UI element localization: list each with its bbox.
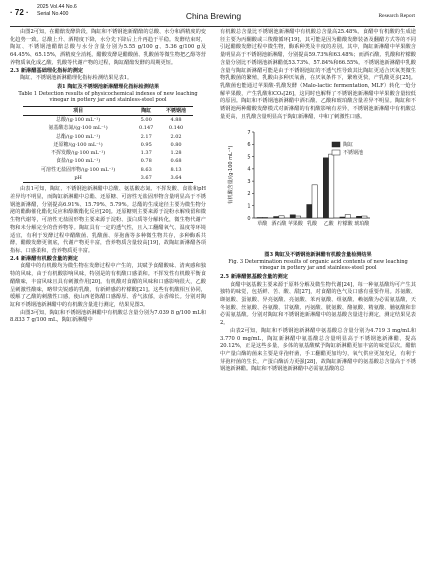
- bar-steel: [295, 216, 300, 218]
- paragraph: 食醋中的有机酸均为微生物在发酵过程中产生的，其赋予食醋酸味、清爽感和独特的风味，由于有机酸影响风味，特别是的有机酸口感柔和。不挥发性有机酸平衡食醋酸味，丰富风味且具有刺激作用[20]。有机酸对食醋的风味和口感影响很大，乙酸呈刺激性酸味，略带尖锐感的乳酸，有新鲜感的柠檬酸[21]。这些有机酸相互协同，缓解了乙酸的刺激性口感，使山西老陈醋口感醇厚、香气浓郁，余香绵长。分别对陶缸和不锈钢池新淋醋中的有机酸含量进行测定，结果见图3。: [10, 263, 206, 308]
- left-column: [10, 29, 206, 325]
- paragraph: 有机酸总含量比不锈钢池新淋醋中有机酸总含量高25.48%。食醋中有机酸的生成途径主要为丙酮酸或三羧酸循环[19]，其可能是因为醋酸发酵装备及翻醋方式等的不同引起醋酸发酵过程中微生物，酶系种类及丰度的差别。其中，陶缸新淋醋中苹果酸含量明显高于不锈钢池新淋醋，分别提高59.73%和63.48%；而酒石酸、乳酸和柠檬酸含量分别比不锈钢池新淋醋低53.73%、57.84%和66.55%。不锈钢池新淋醋中乳酸含量与陶缸新淋醋可能是由于不锈钢池缸的不透气性导致其比陶缸更适合厌氧类微生物乳酸菌的繁殖，乳酸由多种厌氧菌，在厌氧条件下，繁殖更快，产乳酸更多[25]。乳酸菌也能通过苹果酸-乳酸发酵（Malo-lactic fermentation, MLF）转化一炝分解苹果酸，产生乳酸和CO₂[26]，这同时也解释了不锈钢池新淋醋中苹果酸含量较低的原因。陶缸和不锈钢池新淋醋中酒石酸、乙酸和琥珀酸含量差异不明显。陶缸和不锈钢池两种醋酸发酵模式对新淋醋的有机酸影响有差异，不锈钢池新淋醋中有机酸总量更高，且乳酸含量明显高于陶缸新淋醋，中和了刺激性口感。: [220, 29, 416, 120]
- legend-label: 不锈钢池: [343, 150, 364, 157]
- y-axis-label: 有机酸含量/(g·100 mL⁻¹): [228, 146, 234, 205]
- x-tick-label: 草酸: [257, 221, 268, 228]
- x-tick-label: 苹果酸: [287, 221, 303, 228]
- cell: 0.147: [139, 125, 154, 132]
- cell: 总酯/(g·100 mL⁻¹): [56, 133, 101, 140]
- cell: 0.140: [168, 125, 184, 132]
- col-header-item: 项目: [73, 107, 84, 114]
- bar-pottery: [274, 217, 279, 218]
- y-tick-label: 1: [247, 203, 251, 210]
- bar-steel: [345, 215, 350, 218]
- cell: 0.95: [140, 141, 152, 148]
- cell: 5.00: [140, 117, 152, 123]
- y-tick-label: 2: [247, 191, 251, 198]
- figure-caption: [220, 252, 416, 272]
- cell: 还原糖/(g·100 mL⁻¹): [53, 141, 103, 148]
- cell: pH: [74, 175, 82, 182]
- cell: 8.13: [170, 166, 182, 173]
- cell: 4.88: [170, 117, 182, 123]
- table-row: [23, 166, 193, 174]
- table-row: [23, 141, 193, 149]
- cell: 氨基酸态氮/(g·100 mL⁻¹): [48, 125, 108, 132]
- cell: 8.63: [140, 166, 152, 173]
- y-tick-label: 6: [247, 142, 251, 149]
- bar-pottery: [323, 158, 328, 218]
- physicochemical-table: [23, 106, 193, 184]
- journal-title: China Brewing: [185, 11, 242, 21]
- issue-label: 2025 Vol.44 No.6: [37, 4, 77, 10]
- figure-3: [220, 124, 416, 250]
- y-tick-label: 4: [247, 167, 251, 174]
- table-row: [23, 157, 193, 165]
- table-row: [23, 133, 193, 141]
- bar-pottery: [290, 215, 295, 218]
- y-tick-label: 7: [247, 130, 251, 137]
- cell: 1.28: [170, 150, 182, 157]
- table-caption-cn: 表1 陶缸及不锈钢池新淋醋理化指标检测结果: [56, 83, 160, 90]
- cell: 3.67: [140, 175, 152, 182]
- table-row: [23, 149, 193, 157]
- x-tick-label: 酒石酸: [271, 221, 287, 228]
- cell: 2.02: [170, 133, 182, 140]
- bar-steel: [362, 216, 367, 218]
- x-tick-label: 琥珀酸: [354, 221, 370, 228]
- page-number: · 72 ·: [10, 8, 29, 17]
- bar-pottery: [307, 205, 312, 219]
- x-tick-label: 乳酸: [306, 221, 318, 228]
- organic-acid-chart: [220, 124, 416, 246]
- paragraph: 由表1可知，陶缸、不锈钢池新淋醋中总酸、氨基酸态氮、不挥发酸、食盐和pH差异均不明显，而陶缸新淋醋中总酯、还原糖、可溶性无盐固形物含量明显高于不锈钢池新淋醋，分别提高6.91%、15.79%、5.79%。总酯的生成途径主要为微生物分泌的酯酶催化酯化反应和醇酸酯化反应[20]。还原糖则主要来源于淀粉水解残留和微生物代谢等，可溶性无盐固形物主要来源于淀粉、蛋白质等分解转化，微生物代谢产物和未分解完全的营养物等。陶缸具有一定的透气性，且入工翻醋氧气、温度等环境适宜，有利于发酵过程中醋酸菌、乳酸菌、芽孢菌等多种微生物共存，多种酶系共酵，醋酸发酵更彻底，代谢产物更丰富，营养物质含量较高[19]，故陶缸新淋醋各项指标、口感柔和，营养物质更丰富。: [10, 186, 206, 254]
- section-label: Research Report: [378, 13, 415, 19]
- table-header-row: [23, 106, 193, 115]
- cell: 3.64: [170, 175, 182, 182]
- paragraph: 由图3可知，陶缸和不锈钢池新淋醋中有机酸总含量分别为7.039 8 g/100 mL和8.833 7 g/100 mL，陶缸新淋醋中: [10, 309, 206, 324]
- bar-pottery: [356, 217, 361, 219]
- section-heading: 2.3 新淋醋基础理化指标的测定: [10, 67, 84, 74]
- legend-swatch: [332, 142, 340, 147]
- figure-caption-en: Fig. 3 Determination results of organic acid contents of new leaching vinegar in pottery jar and stainless-steel pool: [228, 258, 408, 272]
- table-row: [23, 174, 193, 183]
- header-rule: [10, 26, 415, 27]
- paragraph: 食醋中氨基酸主要来源于原料分解及微生物代谢[24]，每一种氨基酸均可产生其独特的味觉，包括鲜、苦、酸、甜[27]，对食醋的色气及口感有重要作用。苏氨酸、缬氨酸、蛋氨酸、异亮氨酸、亮氨酸、苯丙氨酸、组氨酸、赖氨酸为必需氨基酸，天冬氨酸、丝氨酸、谷氨酸、甘氨酸、丙氨酸、胱氨酸、酪氨酸、精氨酸、脯氨酸和非必需氨基酸。分别对陶缸和不锈钢池新淋醋中的氨基酸含量进行测定，测定结果见表2。: [220, 281, 416, 327]
- figure-caption-cn: 图3 陶缸及不锈钢池新淋醋有机酸含量检测结果: [264, 252, 372, 259]
- cell: 0.68: [170, 158, 182, 165]
- table-caption: [10, 84, 206, 104]
- cell: 2.17: [140, 133, 152, 140]
- paragraph: 由表2可知，陶缸和不锈钢池新淋醋中氨基酸总含量分别为4.719 3 mg/mL和3.770 0 mg/mL，陶缸新淋醋中氨基酸总含量明显高于不锈钢池新淋醋，提高20.12%，正是这些多量，多体的氨基酸赋予陶缸新淋醋更加丰富的味觉层次。醋醅中产量白酶的菌来主要是芽孢杆菌，手工翻醋更加均匀，氧气供应更加充足，有利于芽孢杆菌的生长，产蛋白酶活力更强[28]，故陶缸新淋醋中的氨基酸总含量高于不锈钢池新淋醋。陶缸和不锈钢池新淋醋中必需氨基酸的总: [220, 327, 416, 373]
- bar-steel: [329, 155, 334, 219]
- bar-steel: [262, 218, 267, 219]
- x-tick-label: 乙酸: [323, 221, 334, 228]
- cell: 0.80: [170, 141, 182, 148]
- legend-swatch: [332, 150, 340, 155]
- table-row: [23, 116, 193, 125]
- y-tick-label: 5: [247, 154, 251, 161]
- cell: 食盐/(g·100 mL⁻¹): [56, 158, 101, 165]
- x-tick-label: 柠檬酸: [337, 221, 353, 228]
- paragraph: 陶缸、不锈钢池新淋醋理化指标检测结果见表1。: [20, 75, 133, 82]
- bar-steel: [312, 185, 317, 218]
- section-heading: 2.5 新淋醋氨基酸含量的测定: [220, 273, 288, 280]
- serial-label: Serial No.400: [37, 11, 69, 17]
- bar-pottery: [340, 217, 345, 218]
- col-header-pottery: 陶缸: [141, 107, 152, 114]
- cell: 0.78: [140, 158, 152, 165]
- right-column: [220, 29, 416, 374]
- table-row: [23, 124, 193, 132]
- col-header-steel: 不锈钢池: [166, 107, 187, 114]
- section-heading: 2.4 新淋醋有机酸含量的测定: [10, 255, 78, 262]
- legend-label: 陶缸: [343, 142, 354, 149]
- cell: 总酸/(g·100 mL⁻¹): [56, 117, 101, 123]
- cell: 不挥发酸/(g·100 mL⁻¹): [51, 150, 106, 157]
- table-caption-en: Table 1 Detection results of physicochemical indexes of new leaching vinegar in pottery jar and stainless-steel pool: [18, 90, 198, 104]
- y-tick-label: 3: [247, 179, 251, 186]
- cell: 1.37: [140, 150, 152, 157]
- bar-steel: [279, 216, 284, 218]
- paragraph: 由图2可知，在醋醅发酵阶段，陶缸和不锈钢池新醋醅的总酸、水分和酒精度的变化趋势一致。总酸上升、酒精度下降，水分先下降后上升再趋于平稳。发酵结束时，陶缸、不锈钢池醋醅总酸与水分含量分别为5.55 g/100 g、5.36 g/100 g及64.45%、65.15%，酒精度全消耗。醋酸发酵是醋酸菌、乳酸菌等微生物把乙醇等营养物质氧化成乙酸、乳酸等代谢产物的过程，陶缸醋醅发酵的周期更短。: [10, 29, 206, 66]
- y-tick-label: 0: [247, 216, 251, 223]
- cell: 可溶性无盐固形物/(g·100 mL⁻¹): [41, 166, 116, 173]
